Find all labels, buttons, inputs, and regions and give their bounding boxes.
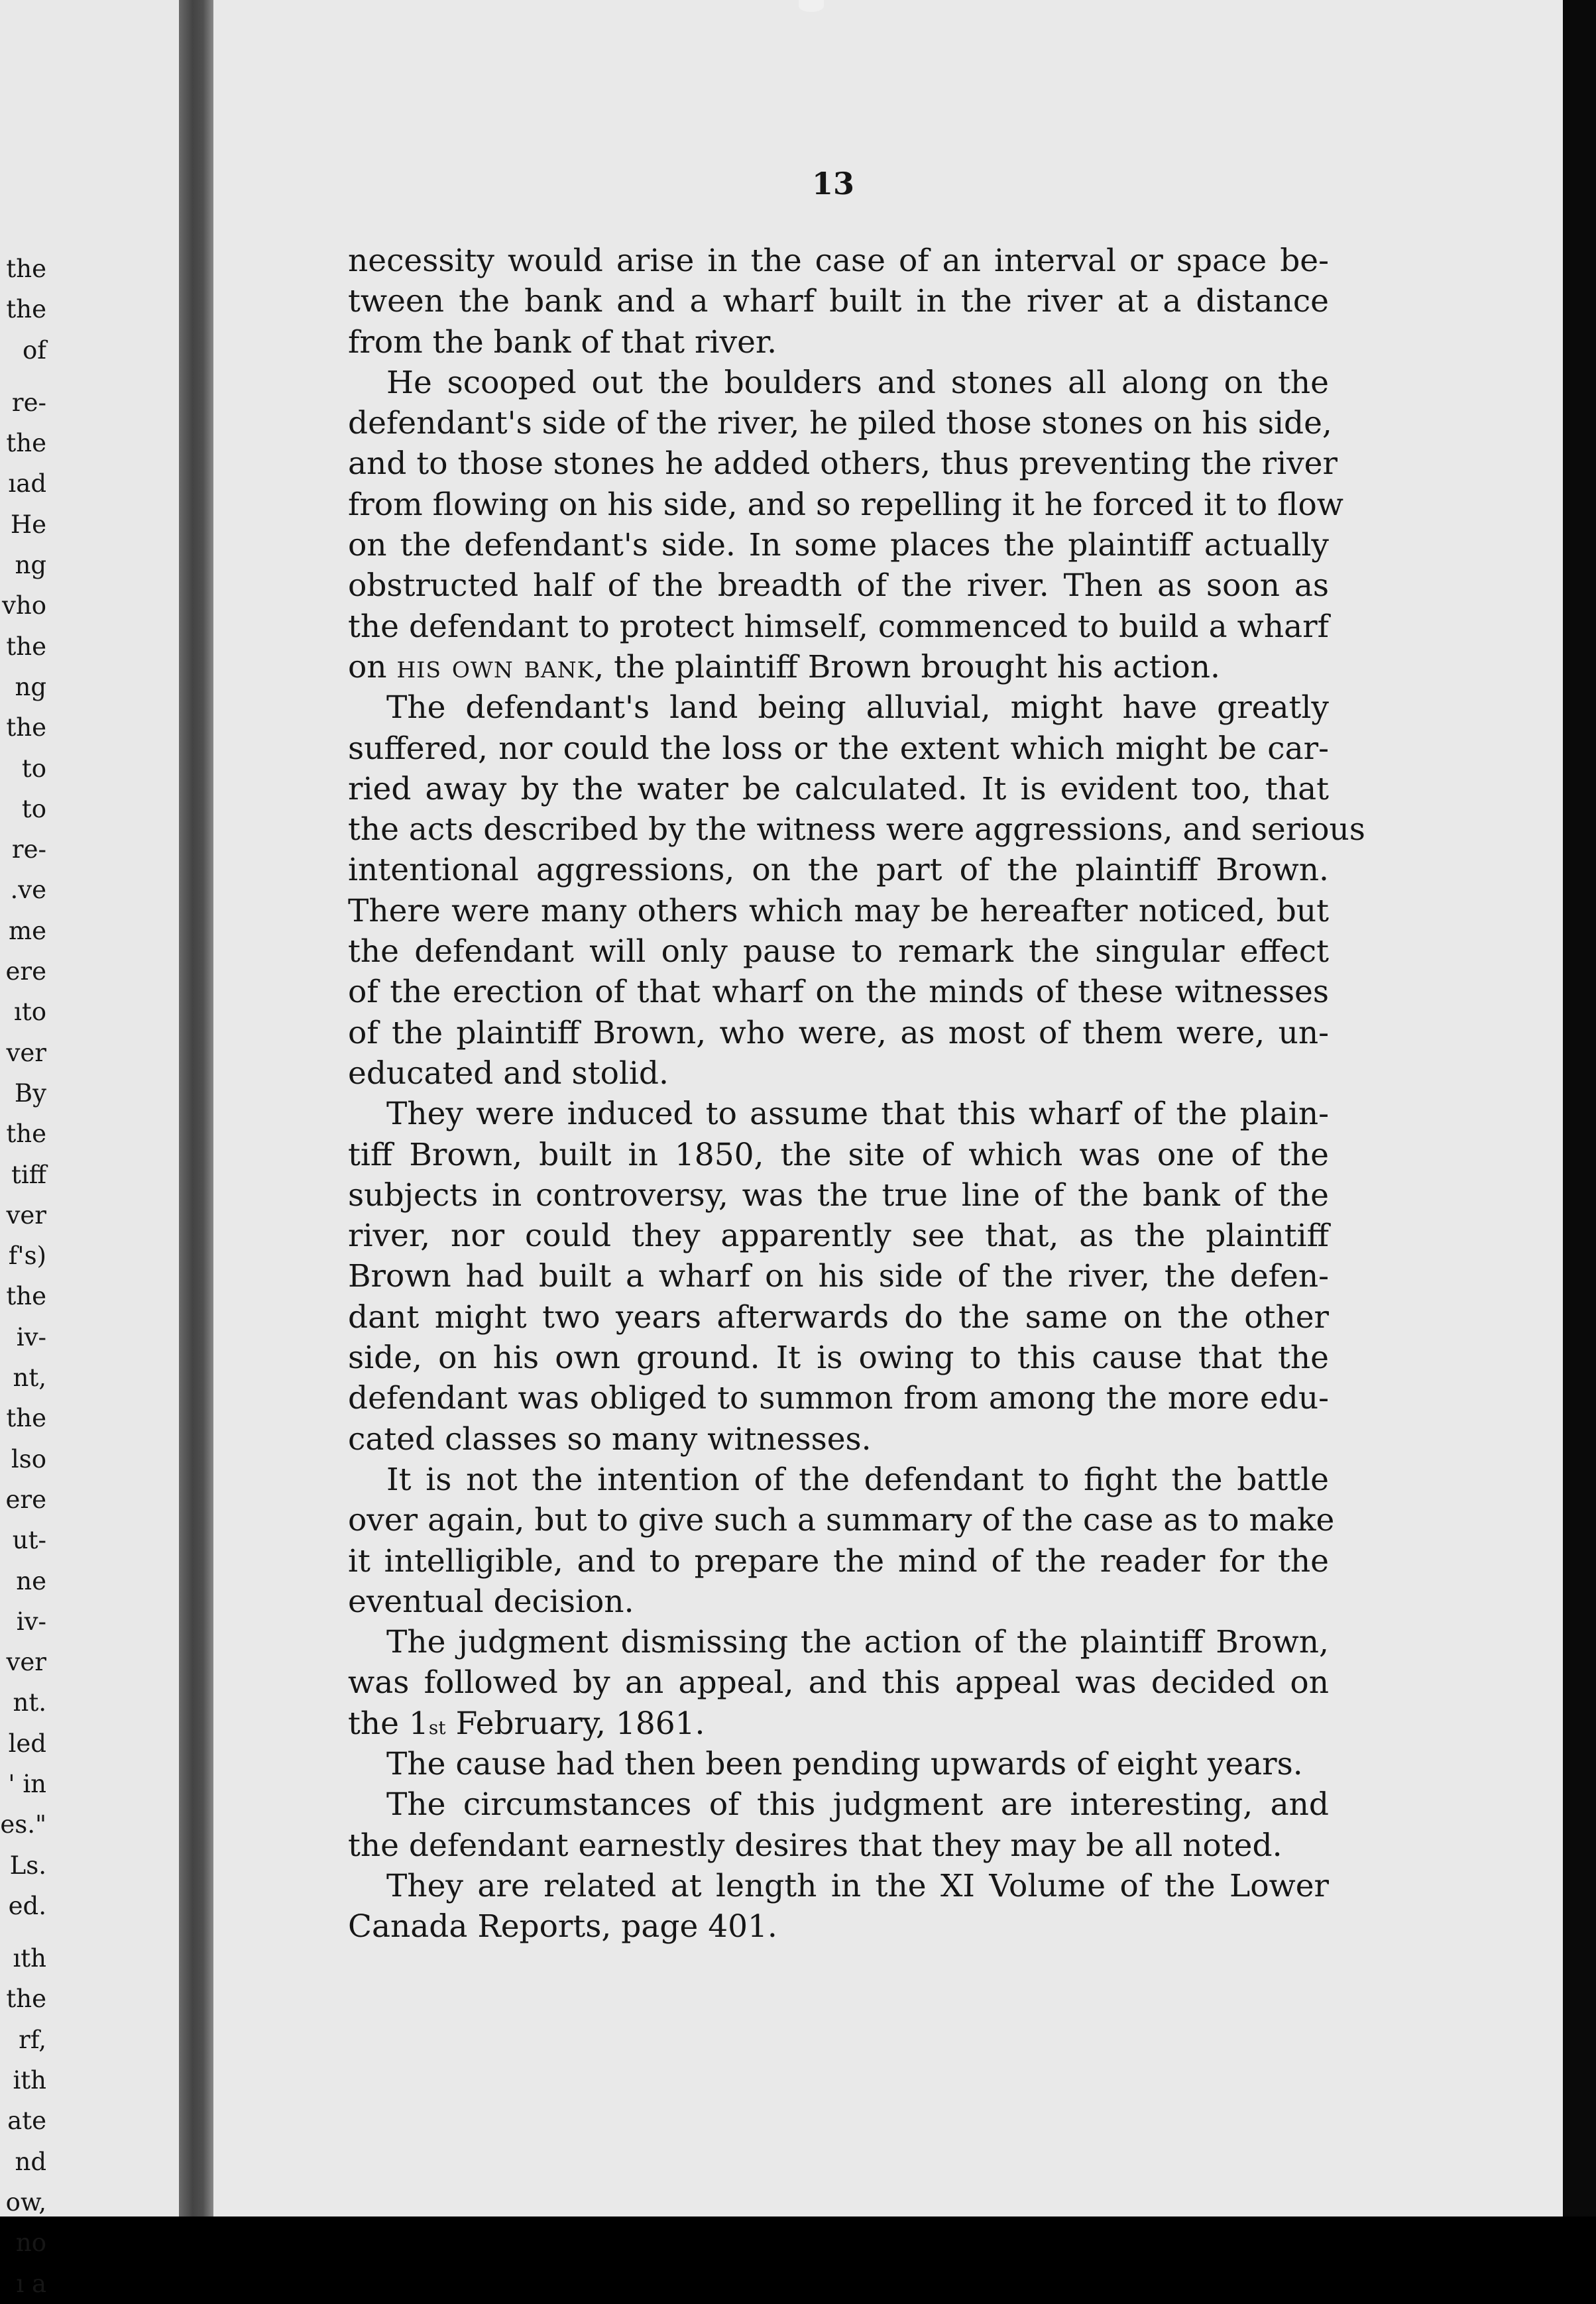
- text-line: on the defendant's side. In some places the plaintiff actually: [348, 527, 1329, 564]
- text-line: Brown had built a wharf on his side of the river, the defen-: [348, 1258, 1329, 1295]
- fragment-line: ng: [15, 551, 46, 580]
- fragment-line: rf,: [19, 2025, 46, 2054]
- fragment-line: the: [6, 1985, 46, 2014]
- page-edge: [1563, 0, 1596, 2217]
- text-line: eventual decision.: [348, 1583, 634, 1620]
- fragment-line: ver: [6, 1200, 46, 1230]
- fragment-line: ı a: [16, 2269, 46, 2298]
- text-line: of the plaintiff Brown, who were, as most of them were, un-: [348, 1014, 1329, 1051]
- text-line: from the bank of that river.: [348, 323, 777, 361]
- fragment-line: ver: [6, 1038, 46, 1067]
- text-line: He scooped out the boulders and stones all along on the: [386, 364, 1329, 401]
- text-line: cated classes so many witnesses.: [348, 1420, 872, 1458]
- text-line: the acts described by the witness were aggressions, and serious: [348, 811, 1365, 848]
- fragment-line: the: [6, 1282, 46, 1311]
- fragment-line: nt,: [13, 1363, 46, 1393]
- fragment-line: tiff: [11, 1160, 46, 1189]
- fragment-line: f's): [8, 1241, 46, 1271]
- fragment-line: the: [6, 1120, 46, 1149]
- fragment-line: .ve: [10, 876, 46, 905]
- text-line: There were many others which may be hereafter noticed, but: [348, 892, 1329, 929]
- text-run: the 1: [348, 1705, 429, 1742]
- fragment-line: lso: [11, 1444, 46, 1473]
- paragraph: [348, 1094, 1329, 1460]
- fragment-line: ere: [5, 1485, 46, 1514]
- text-line: river, nor could they apparently see that, as the plaintiff: [348, 1218, 1329, 1255]
- text-line: subjects in controversy, was the true line of the bank of the: [348, 1177, 1329, 1214]
- text-line: They are related at length in the XI Volume of the Lower: [386, 1867, 1329, 1904]
- fragment-line: the: [6, 713, 46, 742]
- fragment-line: es.": [0, 1810, 46, 1839]
- text-line: was followed by an appeal, and this appeal was decided on: [348, 1664, 1329, 1701]
- fragment-line: ver: [6, 1648, 46, 1677]
- paragraph: [348, 1460, 1335, 1622]
- text-line: intentional aggressions, on the part of the plaintiff Brown.: [348, 852, 1329, 889]
- text-line: The circumstances of this judgment are interesting, and: [386, 1786, 1329, 1823]
- text-run: February, 1861.: [445, 1705, 705, 1742]
- fragment-line: ere: [5, 957, 46, 986]
- text-run: , the plaintiff Brown brought his action.: [594, 648, 1220, 685]
- fragment-line: the: [6, 632, 46, 661]
- text-line: necessity would arise in the case of an interval or space be-: [348, 243, 1329, 279]
- fragment-line: the: [6, 1404, 46, 1433]
- fragment-line: no: [15, 2228, 46, 2258]
- text-line: defendant was obliged to summon from among the more edu-: [348, 1380, 1329, 1417]
- text-line: ried away by the water be calculated. It is evident too, that: [348, 770, 1329, 807]
- fragment-line: By: [14, 1078, 46, 1108]
- fragment-line: ow,: [5, 2187, 46, 2217]
- paragraph: [348, 1784, 1329, 1866]
- text-line: from flowing on his side, and so repelling it he forced it to flow: [348, 486, 1343, 523]
- body-text: [348, 241, 1365, 1947]
- text-line: side, on his own ground. It is owing to this cause that the: [348, 1340, 1329, 1377]
- fragment-line: ıth: [13, 1944, 46, 1973]
- fragment-gap: [0, 1926, 46, 1938]
- text-line: tiff Brown, built in 1850, the site of which was one of the: [348, 1136, 1329, 1173]
- fragment-line: the: [6, 429, 46, 458]
- fragment-line: ut-: [12, 1526, 46, 1555]
- paragraph: [348, 687, 1365, 1094]
- fragment-line: to: [21, 754, 46, 783]
- fragment-line: to: [21, 794, 46, 823]
- fragment-line: ne: [16, 1566, 46, 1595]
- text-line: [348, 1703, 1329, 1744]
- fragment-line: iv-: [16, 1607, 46, 1636]
- book-gutter-shadow: [179, 0, 213, 2217]
- fragment-gap: [0, 371, 46, 382]
- fragment-line: re-: [11, 835, 46, 864]
- text-run: on: [348, 648, 397, 685]
- text-line: tween the bank and a wharf built in the river at a distance: [348, 283, 1329, 320]
- paragraph: [348, 1866, 1329, 1947]
- text-line: over again, but to give such a summary of the case as to make: [348, 1502, 1335, 1539]
- paragraph: [348, 1744, 1329, 1784]
- fragment-line: ıto: [14, 998, 46, 1027]
- fragment-line: nd: [15, 2147, 46, 2176]
- fragment-line: re-: [11, 388, 46, 417]
- text-line: They were induced to assume that this wharf of the plain-: [386, 1096, 1329, 1133]
- fragment-line: nt.: [13, 1688, 46, 1717]
- fragment-line: the: [6, 255, 46, 283]
- small-caps-emphasis: his own bank: [396, 648, 595, 685]
- fragment-line: the: [6, 295, 46, 324]
- text-line: dant might two years afterwards do the same on the other: [348, 1298, 1329, 1336]
- paragraph: [348, 1622, 1329, 1744]
- text-line: the defendant earnestly desires that they may be all noted.: [348, 1827, 1282, 1864]
- text-line: educated and stolid.: [348, 1055, 669, 1092]
- text-line: It is not the intention of the defendant to fight the battle: [386, 1461, 1329, 1498]
- fragment-line: vho: [1, 591, 46, 620]
- scan-artifact: [799, 0, 824, 12]
- page-number: 13: [812, 166, 855, 202]
- text-line: [348, 647, 1329, 687]
- text-line: the defendant will only pause to remark the singular effect: [348, 933, 1329, 970]
- text-line: The defendant's land being alluvial, might have greatly: [386, 689, 1329, 726]
- text-line: of the erection of that wharf on the minds of these witnesses: [348, 974, 1329, 1011]
- fragment-line: He: [10, 510, 46, 539]
- fragment-line: ng: [15, 672, 46, 701]
- fragment-line: led: [8, 1729, 46, 1758]
- text-line: defendant's side of the river, he piled those stones on his side,: [348, 405, 1332, 442]
- fragment-line: of: [23, 335, 46, 365]
- fragment-line: ' in: [8, 1769, 46, 1798]
- paragraph: [348, 241, 1329, 363]
- fragment-line: Ls.: [9, 1851, 46, 1880]
- paragraph: [348, 363, 1343, 687]
- text-line: The judgment dismissing the action of the plaintiff Brown,: [386, 1624, 1329, 1661]
- text-line: Canada Reports, page 401.: [348, 1908, 777, 1945]
- previous-page-sliver: [0, 0, 179, 2298]
- text-line: The cause had then been pending upwards of eight years.: [386, 1745, 1303, 1782]
- text-line: the defendant to protect himself, commenced to build a wharf: [348, 608, 1329, 645]
- fragment-line: ith: [13, 2066, 46, 2095]
- fragment-line: ed.: [8, 1891, 46, 1920]
- fragment-line: me: [9, 916, 46, 945]
- previous-page-text-fragments: [0, 249, 46, 2304]
- text-line: and to those stones he added others, thus preventing the river: [348, 445, 1338, 483]
- ordinal-superscript: st: [428, 1716, 446, 1739]
- text-line: it intelligible, and to prepare the mind of the reader for the: [348, 1542, 1329, 1580]
- fragment-line: ate: [7, 2106, 46, 2136]
- text-line: suffered, nor could the loss or the extent which might be car-: [348, 730, 1329, 767]
- text-line: obstructed half of the breadth of the river. Then as soon as: [348, 567, 1329, 605]
- fragment-line: ıad: [8, 469, 46, 498]
- fragment-line: iv-: [16, 1322, 46, 1352]
